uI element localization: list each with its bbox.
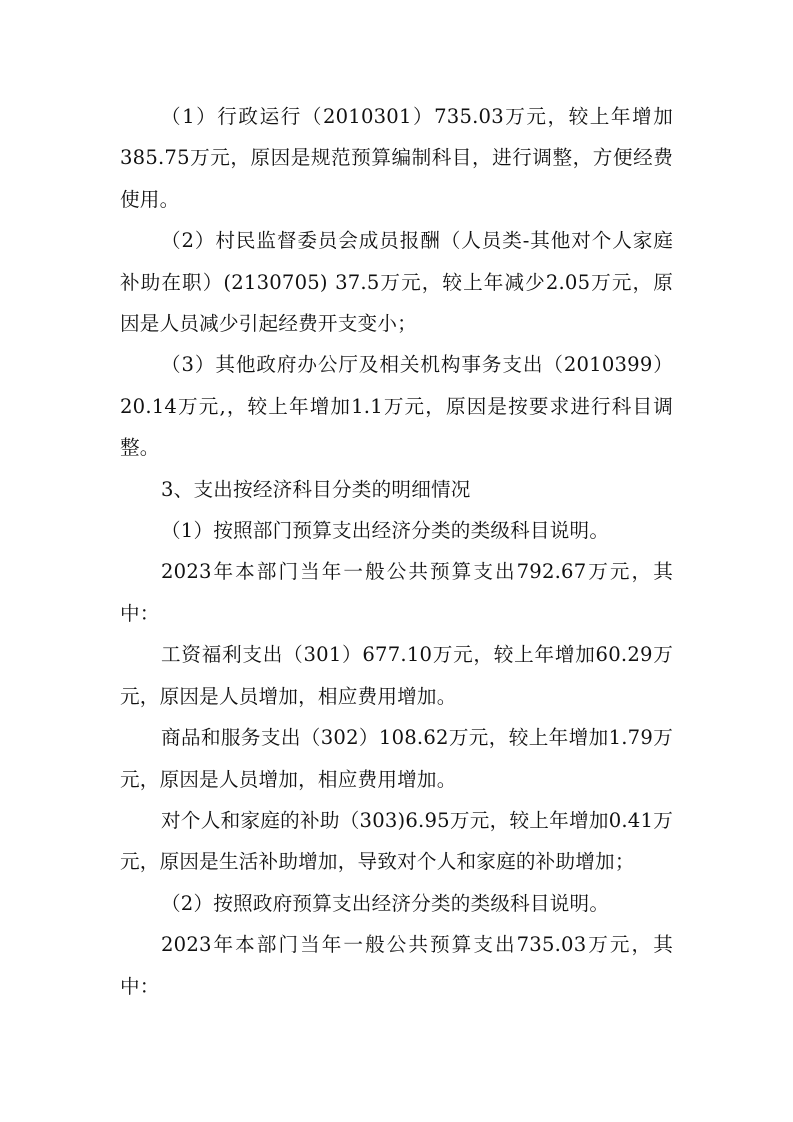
paragraph-total-expenditure-dept: 2023年本部门当年一般公共预算支出792.67万元，其中： — [120, 560, 673, 625]
paragraph-admin-operation: （1）行政运行（2010301）735.03万元，较上年增加385.75万元，原因是规范预算编制科目，进行调整，方便经费使用。 — [120, 105, 673, 211]
paragraph-wages-welfare: 工资福利支出（301）677.10万元，较上年增加60.29万元，原因是人员增加，相应费用增加。 — [120, 643, 673, 708]
paragraph-gov-budget-class-note: （2）按照政府预算支出经济分类的类级科目说明。 — [161, 891, 610, 915]
paragraph-other-office-affairs: （3）其他政府办公厅及相关机构事务支出（2010399）20.14万元,，较上年增加1.1万元，原因是按要求进行科目调整。 — [120, 353, 673, 460]
paragraph-village-supervision-committee: （2）村民监督委员会成员报酬（人员类-其他对个人家庭补助在职）(2130705) 37.5万元，较上年减少2.05万元，原因是人员减少引起经费开支变小； — [120, 229, 673, 336]
paragraph-subsidies-individuals: 对个人和家庭的补助（303)6.95万元，较上年增加0.41万元，原因是生活补助增加，导致对个人和家庭的补助增加； — [120, 808, 673, 874]
document-body — [120, 96, 673, 1007]
paragraph-goods-services: 商品和服务支出（302）108.62万元，较上年增加1.79万元，原因是人员增加，相应费用增加。 — [120, 726, 673, 791]
paragraph-dept-budget-class-note: （1）按照部门预算支出经济分类的类级科目说明。 — [161, 519, 610, 543]
section-heading-economic-classification: 3、支出按经济科目分类的明细情况 — [161, 477, 471, 501]
paragraph-total-expenditure-gov: 2023年本部门当年一般公共预算支出735.03万元，其中： — [120, 933, 673, 998]
